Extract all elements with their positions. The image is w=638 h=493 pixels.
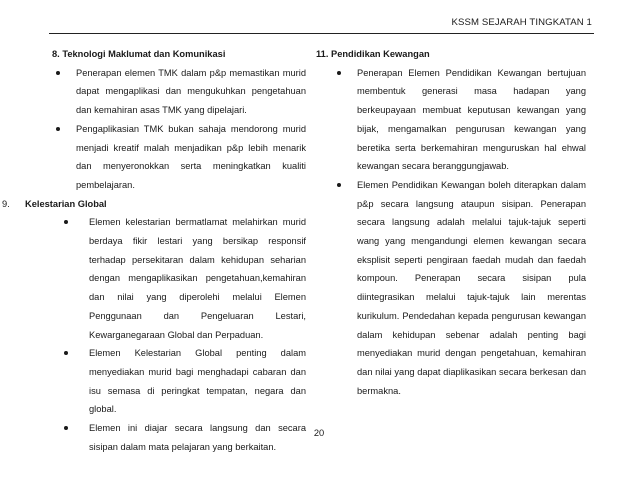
section-9-bullet-3: Elemen ini diajar secara langsung dan secara sisipan dalam mata pelajaran yang berkaitan. [52, 419, 306, 456]
section-11-bullet-1: Penerapan Elemen Pendidikan Kewangan bertujuan membentuk generasi masa hadapan yang berkeupayaan membuat keputusan kewangan yang bijak, mengamalkan pengurusan kewangan yang beretika serta berkemahiran menguruskan hal ehwal kewangan secara beranggungjawab. [333, 64, 586, 176]
page-number: 20 [313, 428, 325, 438]
section-9-bullet-1: Elemen kelestarian bermatlamat melahirkan murid berdaya fikir lestari yang bersikap responsif terhadap persekitaran dalam kehidupan seharian dengan mengaplikasikan pengetahuan,kemahiran dan nilai yang diperolehi melalui Elemen Penggunaan dan Pengeluaran Lestari, Kewarganegaraan Global dan Perpaduan. [52, 213, 306, 344]
section-11-heading: 11. Pendidikan Kewangan [316, 49, 430, 59]
header-divider [49, 33, 594, 34]
section-8-bullet-1: Penerapan elemen TMK dalam p&p memastikan murid dapat mengaplikasi dan mengukuhkan pengetahuan dan kemahiran asas TMK yang dipelajari. [52, 64, 306, 120]
section-9-heading [2, 195, 306, 214]
section-8-bullet-2: Pengaplikasian TMK bukan sahaja mendorong murid menjadi kreatif malah menjadikan p&p lebih menarik dan menyeronokkan serta meningkatkan kualiti pembelajaran. [52, 120, 306, 195]
right-column [316, 45, 586, 400]
section-9-title: Kelestarian Global [25, 198, 107, 209]
left-column [2, 45, 306, 456]
section-11-bullet-2: Elemen Pendidikan Kewangan boleh diterapkan dalam p&p secara langsung ataupun sisipan. Penerapan secara langsung adalah melalui tajuk-tajuk seperti wang yang mengandungi elemen kewangan secara eksplisit seperti pengiraan faedah mudah dan faedah kompoun. Penerapan secara sisipan pula diintegrasikan melalui tajuk-tajuk lain merentas kurikulum. Pendedahan kepada pengurusan kewangan dalam kehidupan sebenar adalah penting bagi menyediakan murid dengan pengetahuan, kemahiran dan nilai yang dapat diaplikasikan secara berkesan dan bermakna. [333, 176, 586, 400]
section-9-number: 9. [2, 198, 10, 209]
header-title: KSSM SEJARAH TINGKATAN 1 [451, 17, 592, 28]
section-8-heading: 8. Teknologi Maklumat dan Komunikasi [52, 49, 226, 59]
section-9-bullet-2: Elemen Kelestarian Global penting dalam menyediakan murid bagi menghadapi cabaran dan isu semasa di peringkat tempatan, negara dan global. [52, 344, 306, 419]
